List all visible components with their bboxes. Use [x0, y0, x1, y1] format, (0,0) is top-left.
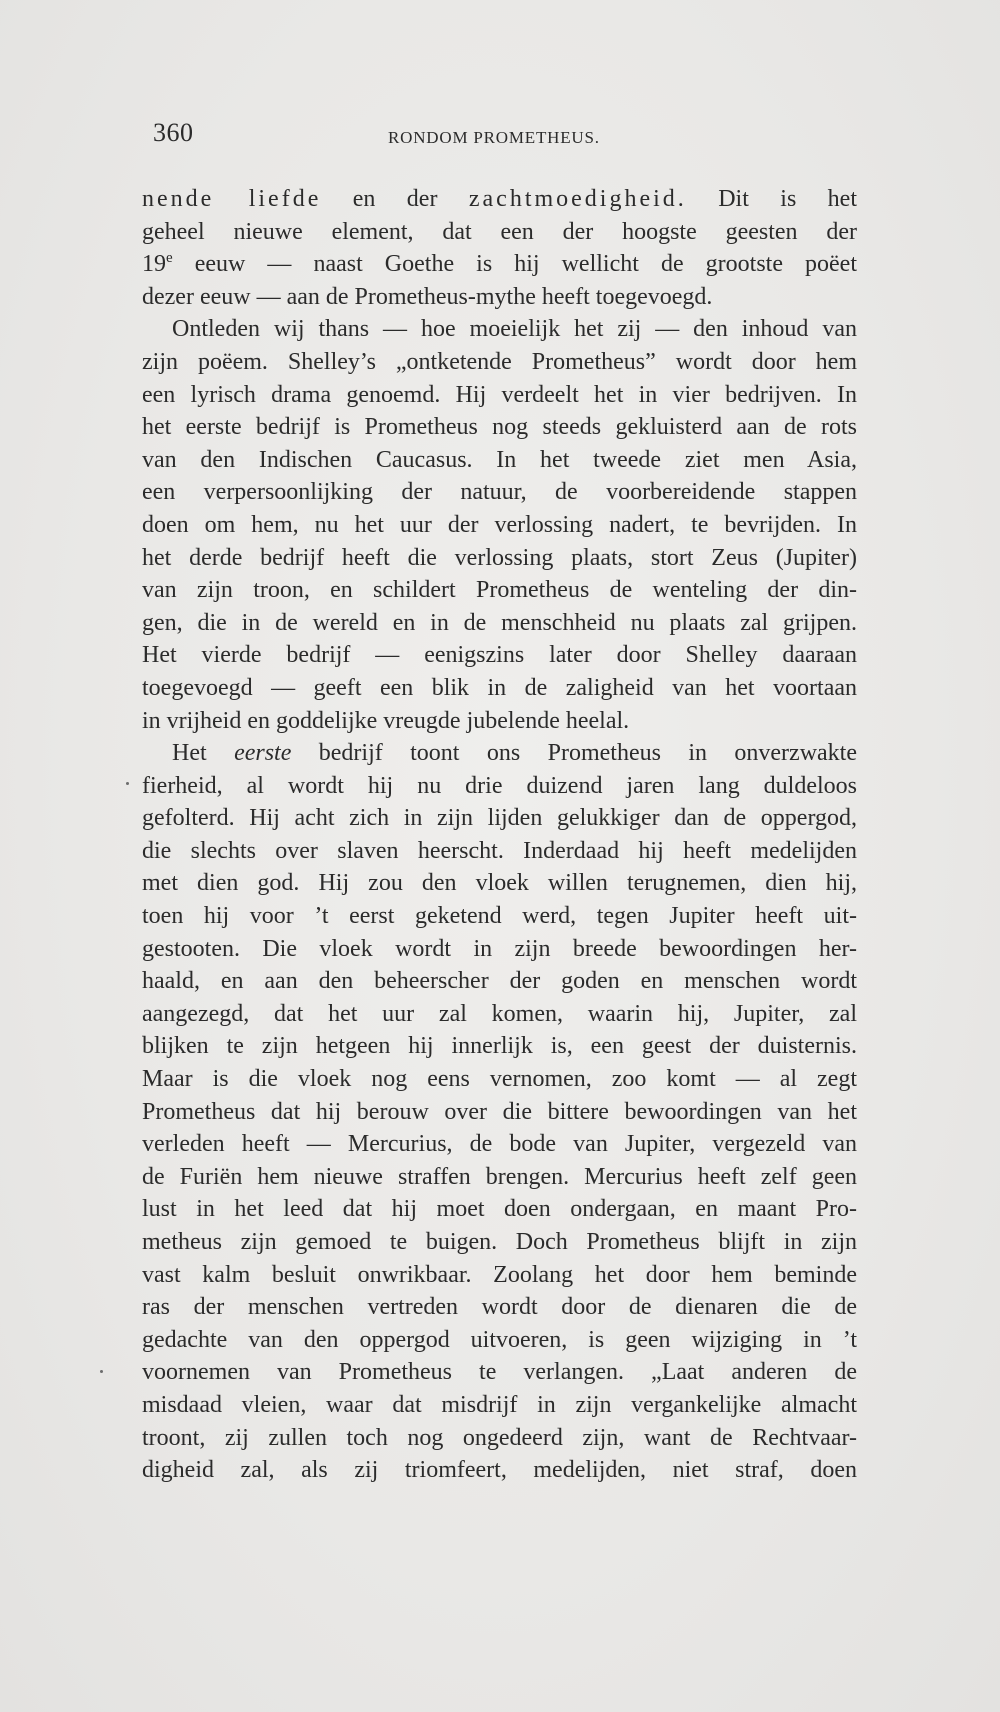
- text-line: lust in het leed dat hij moet doen ondergaan, en maant Pro-: [142, 1196, 857, 1223]
- text-fragment: Dit is het: [686, 186, 858, 212]
- text-line: zijn poëem. Shelley’s „ontketende Prometheus” wordt door hem: [142, 348, 857, 375]
- text-line: toen hij voor ’t eerst geketend werd, tegen Jupiter heeft uit-: [142, 903, 857, 930]
- text-line: gestooten. Die vloek wordt in zijn breede bewoordingen her-: [142, 935, 857, 962]
- text-line: een lyrisch drama genoemd. Hij verdeelt het in vier bedrijven. In: [142, 381, 857, 408]
- text-line: Prometheus dat hij berouw over die bittere bewoordingen van het: [142, 1098, 857, 1125]
- text-line: het eerste bedrijf is Prometheus nog steeds gekluisterd aan de rots: [142, 414, 857, 441]
- page-number: 360: [153, 118, 194, 147]
- text-line: verleden heeft — Mercurius, de bode van Jupiter, vergezeld van: [142, 1131, 857, 1158]
- text-line: digheid zal, als zij triomfeert, medelijden, niet straf, doen: [142, 1457, 857, 1484]
- text-line: gedachte van den oppergod uitvoeren, is geen wijziging in ’t: [142, 1326, 857, 1353]
- text-line: van zijn troon, en schildert Prometheus de wenteling der din-: [142, 577, 857, 604]
- text-line: troont, zij zullen toch nog ongedeerd zijn, want de Rechtvaar-: [142, 1424, 857, 1451]
- text-line: in vrijheid en goddelijke vreugde jubelende heelal.: [142, 707, 630, 734]
- text-line: doen om hem, nu het uur der verlossing nadert, te bevrijden. In: [142, 511, 857, 538]
- text-line: geheel nieuwe element, dat een der hoogste geesten der: [142, 218, 857, 245]
- text-line: [142, 737, 857, 770]
- text-line: ras der menschen vertreden wordt door de dienaren die de: [142, 1294, 857, 1321]
- paper-speck: [126, 782, 129, 785]
- text-fragment: bedrijf toont ons Prometheus in onverzwakte: [291, 740, 857, 767]
- text-line: die slechts over slaven heerscht. Inderdaad hij heeft medelijden: [142, 837, 857, 864]
- text-fragment: Het: [172, 740, 235, 767]
- text-line: voornemen van Prometheus te verlangen. „Laat anderen de: [142, 1359, 857, 1386]
- italic-emphasis: eerste: [234, 740, 292, 767]
- text-line: Maar is die vloek nog eens vernomen, zoo komt — al zegt: [142, 1066, 857, 1093]
- text-line: fierheid, al wordt hij nu drie duizend jaren lang duldeloos: [142, 772, 857, 799]
- text-fragment: 19: [142, 251, 166, 278]
- text-line: met dien god. Hij zou den vloek willen terugnemen, dien hij,: [142, 870, 857, 897]
- text-line: dezer eeuw — aan de Prometheus-mythe heeft toegevoegd.: [142, 283, 713, 310]
- text-line: een verpersoonlijking der natuur, de voorbereidende stappen: [142, 479, 857, 506]
- text-line: metheus zijn gemoed te buigen. Doch Prometheus blijft in zijn: [142, 1229, 857, 1255]
- text-line: toegevoegd — geeft een blik in de zaligheid van het voortaan: [142, 674, 857, 701]
- text-line: misdaad vleien, waar dat misdrijf in zijn vergankelijke almacht: [142, 1391, 857, 1418]
- text-line: de Furiën hem nieuwe straffen brengen. Mercurius heeft zelf geen: [142, 1163, 857, 1190]
- text-fragment: en der: [321, 186, 469, 212]
- running-head: RONDOM PROMETHEUS.: [388, 128, 600, 147]
- text-line: aangezegd, dat het uur zal komen, waarin hij, Jupiter, zal: [142, 1000, 857, 1027]
- text-fragment: eeuw — naast Goethe is hij wellicht de grootste poëet: [172, 251, 857, 278]
- text-line: vast kalm besluit onwrikbaar. Zoolang het door hem beminde: [142, 1261, 857, 1288]
- body-text: [142, 183, 857, 1487]
- text-line: haald, en aan den beheerscher der goden en menschen wordt: [142, 968, 857, 995]
- spaced-emphasis: zachtmoedigheid.: [468, 186, 687, 212]
- spaced-emphasis: nende liefde: [142, 186, 322, 212]
- text-line: blijken te zijn hetgeen hij innerlijk is, een geest der duisternis.: [142, 1033, 857, 1060]
- superscript: e: [166, 250, 173, 267]
- text-line: het derde bedrijf heeft die verlossing plaats, stort Zeus (Jupiter): [142, 544, 857, 571]
- text-line: [142, 248, 857, 281]
- text-line: van den Indischen Caucasus. In het tweede ziet men Asia,: [142, 446, 857, 473]
- text-line: Ontleden wij thans — hoe moeielijk het zij — den inhoud van: [172, 316, 857, 343]
- text-line: gefolterd. Hij acht zich in zijn lijden gelukkiger dan de oppergod,: [142, 805, 857, 832]
- text-line: [142, 183, 857, 216]
- text-line: gen, die in de wereld en in de menschheid nu plaats zal grijpen.: [142, 609, 857, 636]
- text-line: Het vierde bedrijf — eenigszins later door Shelley daaraan: [142, 642, 857, 669]
- paper-speck: [100, 1370, 103, 1373]
